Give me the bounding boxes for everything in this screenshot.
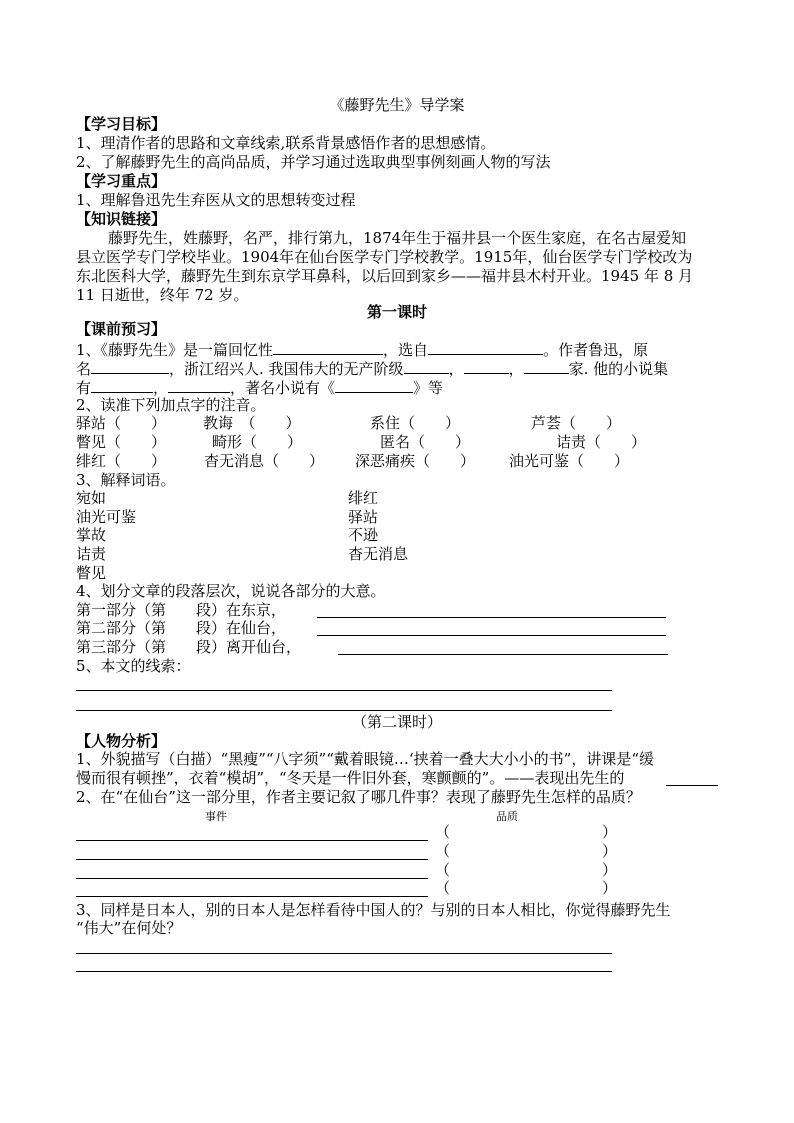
column-header-quality: 品质 <box>496 810 518 823</box>
q3-heading: 3、解释词语。 <box>76 471 176 489</box>
analysis-q3-line2: “伟大”在何处？ <box>76 919 182 937</box>
q2-heading: 2、读准下列加点字的注音。 <box>76 396 266 414</box>
vocab-word: 油光可鉴 <box>76 508 137 526</box>
knowledge-line: 东北医科大学，藤野先生到东京学耳鼻科，以后回到家乡——福井县木村开业。1945 年 8 月 <box>76 267 694 285</box>
event-answer-line[interactable] <box>76 878 428 879</box>
knowledge-line: 县立医学专门学校毕业。1904年在仙台医学专门学校教学。1915年，仙台医学专门学校改为 <box>76 248 693 266</box>
answer-blank[interactable] <box>168 377 230 393</box>
key-point-item: 1、理解鲁迅先生弃医从文的思想转变过程 <box>76 191 356 209</box>
key-points-heading: 【学习重点】 <box>76 172 167 190</box>
answer-blank[interactable] <box>464 358 509 374</box>
answer-blank[interactable] <box>273 339 383 355</box>
answer-line[interactable] <box>76 710 612 711</box>
quality-paren-close: ） <box>602 861 618 879</box>
vocab-word: 杳无消息 <box>348 545 409 563</box>
quality-paren-close: ） <box>602 879 618 897</box>
analysis-q1-line1: 1、外貌描写（白描）“黑瘦”“八字须”“戴着眼镜…‘挟着一叠大大小小的书”，讲课是“缓 <box>76 750 654 768</box>
pinyin-item: 匿名（ ） <box>380 433 471 451</box>
event-answer-line[interactable] <box>76 859 428 860</box>
q4-part: 第一部分（第 段）在东京， <box>76 601 287 619</box>
pinyin-item: 教诲 （ ） <box>203 414 301 432</box>
answer-line[interactable] <box>317 635 666 636</box>
vocab-word: 驿站 <box>348 508 379 526</box>
vocab-word: 绯红 <box>348 489 379 507</box>
answer-blank[interactable] <box>91 377 153 393</box>
goals-heading: 【学习目标】 <box>76 115 167 133</box>
vocab-word: 掌故 <box>76 526 107 544</box>
pinyin-item: 诘责（ ） <box>556 433 647 451</box>
pinyin-item: 驿站（ ） <box>76 414 167 432</box>
analysis-q3-line1: 3、同样是日本人，别的日本人是怎样看待中国人的？与别的日本人相比，你觉得藤野先生 <box>76 901 671 919</box>
pinyin-item: 油光可鉴（ ） <box>509 452 630 470</box>
quality-paren-open: （ <box>435 842 451 860</box>
answer-blank[interactable] <box>524 358 569 374</box>
q1-line1: 1、《藤野先生》是一篇回忆性 ，选自 。作者鲁迅，原 <box>76 341 649 359</box>
answer-line[interactable] <box>338 654 668 655</box>
goal-item: 1、理清作者的思路和文章线索,联系背景感悟作者的思想感情。 <box>76 134 496 152</box>
quality-paren-open: （ <box>435 879 451 897</box>
q4-heading: 4、划分文章的段落层次，说说各部分的大意。 <box>76 582 386 600</box>
vocab-word: 瞥见 <box>76 564 107 582</box>
vocab-word: 诘责 <box>76 545 107 563</box>
analysis-q2-heading: 2、在“在仙台”这一部分里，作者主要记叙了哪几件事？表现了藤野先生怎样的品质？ <box>76 788 641 806</box>
quality-paren-open: （ <box>435 861 451 879</box>
goal-item: 2、了解藤野先生的高尚品质，并学习通过选取典型事例刻画人物的写法 <box>76 153 551 171</box>
answer-line[interactable] <box>76 953 612 954</box>
knowledge-line: 藤野先生，姓藤野，名严，排行第九，1874年生于福井县一个医生家庭，在名古屋爱知 <box>108 229 687 247</box>
q5-heading: 5、本文的线索： <box>76 657 191 675</box>
knowledge-line: 11 日逝世，终年 72 岁。 <box>76 286 249 304</box>
pinyin-item: 杳无消息（ ） <box>204 452 325 470</box>
preview-heading: 【课前预习】 <box>76 320 167 338</box>
pinyin-item: 深恶痛疾（ ） <box>355 452 476 470</box>
quality-paren-close: ） <box>602 842 618 860</box>
answer-blank[interactable] <box>404 358 449 374</box>
answer-line[interactable] <box>76 690 612 691</box>
quality-paren-close: ） <box>602 823 618 841</box>
pinyin-item: 绯红（ ） <box>76 452 167 470</box>
analysis-q1-line2: 慢而很有顿挫”，衣着“模胡”，“冬天是一件旧外套，寒颤颤的”。——表现出先生的 <box>76 769 625 787</box>
analysis-heading: 【人物分析】 <box>76 732 167 750</box>
lesson1-heading: 第一课时 <box>366 303 427 321</box>
knowledge-heading: 【知识链接】 <box>76 210 167 228</box>
q4-part: 第三部分（第 段）离开仙台， <box>76 638 302 656</box>
answer-blank[interactable] <box>91 358 169 374</box>
column-header-event: 事件 <box>205 810 227 823</box>
q1-line2: 名 ，浙江绍兴人. 我国伟大的无产阶级 ， ， 家. 他的小说集 <box>76 360 669 378</box>
lesson2-heading: （第二课时） <box>351 713 442 731</box>
page-title: 《藤野先生》导学案 <box>329 96 465 114</box>
event-answer-line[interactable] <box>76 840 428 841</box>
pinyin-item: 瞥见（ ） <box>76 433 167 451</box>
pinyin-item: 系住（ ） <box>370 414 461 432</box>
q4-part: 第二部分（第 段）在仙台， <box>76 619 287 637</box>
event-answer-line[interactable] <box>76 896 428 897</box>
answer-line[interactable] <box>666 785 718 786</box>
vocab-word: 不逊 <box>348 526 379 544</box>
vocab-word: 宛如 <box>76 489 107 507</box>
q1-line3: 有 ， ，著名小说有《 》等 <box>76 379 444 397</box>
answer-line[interactable] <box>317 617 666 618</box>
quality-paren-open: （ <box>435 823 451 841</box>
answer-line[interactable] <box>76 971 612 972</box>
answer-blank[interactable] <box>335 377 413 393</box>
pinyin-item: 畸形（ ） <box>212 433 303 451</box>
answer-blank[interactable] <box>428 339 543 355</box>
pinyin-item: 芦荟（ ） <box>531 414 622 432</box>
